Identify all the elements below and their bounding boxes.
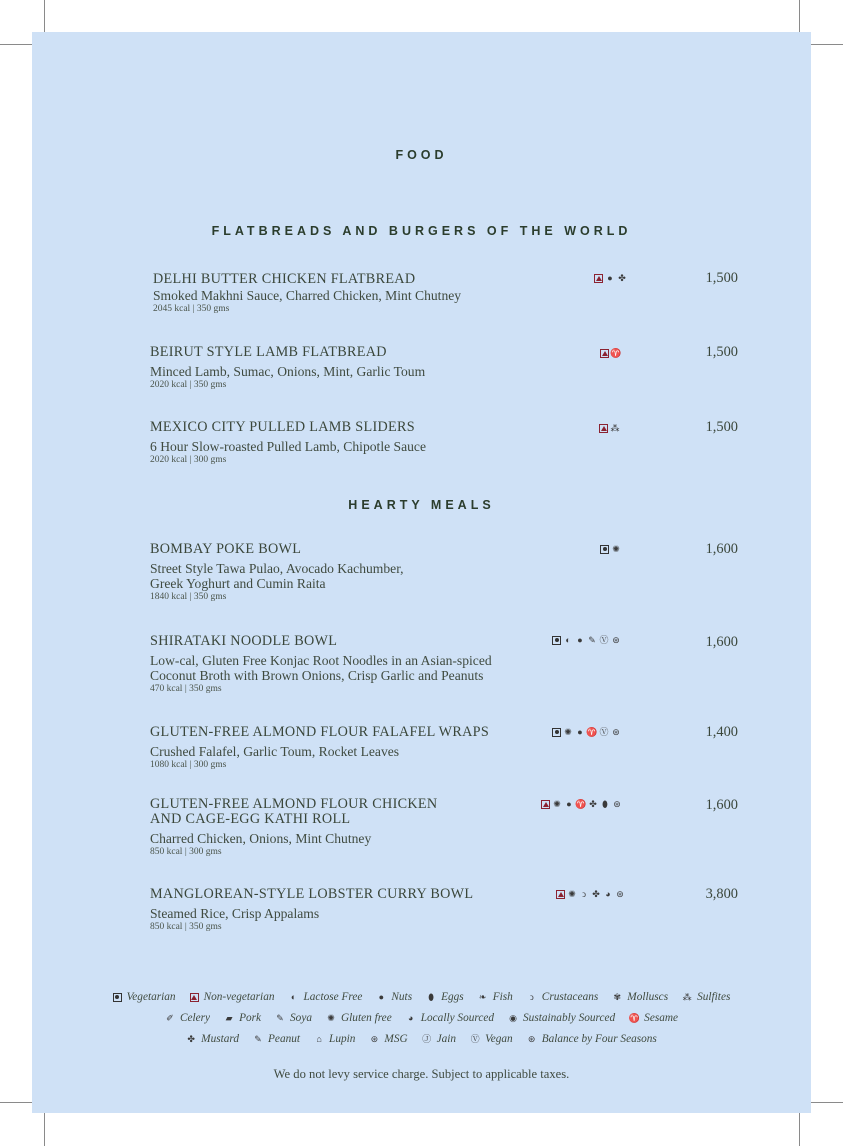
section-heading-flatbreads: FLATBREADS AND BURGERS OF THE WORLD [211,224,632,238]
veg-icon [552,636,561,645]
legend-entry [527,1033,657,1045]
item-name: DELHI BUTTER CHICKEN FLATBREAD [153,271,416,287]
lupin-icon: ⌂ [316,1034,322,1044]
mustard-icon: ✤ [592,889,600,899]
non-veg-icon [594,274,603,283]
balance-icon: ⊛ [612,727,620,737]
legend-label: Pork [239,1012,262,1024]
legend-label: Balance by Four Seasons [541,1033,657,1045]
sulfites-icon: ⁂ [610,423,620,433]
item-diet-icons [600,543,621,555]
item-description: Crushed Falafel, Garlic Toum, Rocket Leaves [150,744,400,759]
legend-entry [508,1012,615,1024]
vegan-icon: Ⓥ [599,635,609,645]
legend-entry [406,1012,494,1024]
balance-icon: ⊛ [613,799,621,809]
page-title: FOOD [395,148,448,162]
legend-entry [470,1033,513,1045]
sesame-icon: ♈ [628,1013,640,1023]
item-name: BEIRUT STYLE LAMB FLATBREAD [150,344,387,360]
gluten-free-icon: ✺ [564,727,572,737]
molluscs-icon: ✾ [613,992,622,1002]
vegan-icon: Ⓥ [599,727,609,737]
legend-entry [186,1033,239,1045]
legend-label: Sesame [644,1012,679,1024]
gluten-free-icon: ✺ [612,544,620,554]
peanut-icon: ✎ [588,635,596,645]
nuts-icon: ● [577,727,583,737]
eggs-icon: ⬮ [602,799,608,809]
item-description: Low-cal, Gluten Free Konjac Root Noodles in an Asian-spiced Coconut Broth with Brown Onions, Crisp Garlic and Peanuts [150,653,492,683]
legend-label: Mustard [201,1033,240,1045]
nuts-icon: ● [607,273,613,283]
item-diet-icons [552,726,621,738]
item-description: Steamed Rice, Crisp Appalams [150,906,320,921]
legend-entry [376,991,412,1003]
item-price: 1,500 [705,419,738,435]
legend-entry [275,1012,312,1024]
item-diet-icons [541,798,622,810]
jain-icon: Ⓙ [422,1034,432,1044]
msg-icon: ⊛ [370,1034,379,1044]
item-price: 1,600 [705,634,738,650]
fish-icon: ❧ [478,992,487,1002]
item-price: 1,500 [705,344,738,360]
item-diet-icons [556,888,625,900]
legend-entry [682,991,730,1003]
legend-entry [113,991,176,1003]
crop-mark [799,1113,800,1146]
item-diet-icons [552,634,621,646]
item-diet-icons [599,422,620,434]
item-price: 3,800 [705,886,738,902]
item-diet-icons [594,272,627,284]
item-nutrition: 850 kcal | 350 gms [150,922,222,932]
item-price: 1,400 [705,724,738,740]
legend-entry [289,991,363,1003]
legend-row-1 [0,991,843,1003]
locally-sourced-icon: ◕ [408,1013,414,1023]
legend-entry [190,991,275,1003]
legend-entry [165,1012,210,1024]
eggs-icon: ⬮ [428,992,434,1002]
veg-icon [600,545,609,554]
item-name: BOMBAY POKE BOWL [150,541,302,557]
service-charge-note: We do not levy service charge. Subject to applicable taxes. [273,1067,570,1081]
crop-mark [0,1102,32,1103]
legend-entry [426,991,464,1003]
legend-entry [253,1033,300,1045]
legend-label: Lupin [329,1033,356,1045]
veg-icon [113,993,122,1002]
item-price: 1,600 [705,797,738,813]
non-veg-icon [599,424,608,433]
item-description: Smoked Makhni Sauce, Charred Chicken, Mint Chutney [153,288,462,303]
item-nutrition: 470 kcal | 350 gms [150,684,222,694]
peanut-icon: ✎ [254,1034,262,1044]
menu-panel [32,32,811,1113]
item-name: GLUTEN-FREE ALMOND FLOUR FALAFEL WRAPS [150,724,490,740]
crop-mark [0,44,32,45]
legend-entry [369,1033,407,1045]
nuts-icon: ● [577,635,583,645]
crop-mark [44,1113,45,1146]
legend-entry [629,1012,678,1024]
locally-sourced-icon: ◕ [605,889,611,899]
sesame-icon: ♈ [575,799,587,809]
legend-label: Vegan [485,1033,513,1045]
sesame-icon: ♈ [586,727,598,737]
crustaceans-icon: ↄ [582,889,586,899]
legend-label: Jain [436,1033,457,1045]
item-nutrition: 850 kcal | 300 gms [150,847,222,857]
legend-entry [527,991,599,1003]
non-veg-icon [190,993,199,1002]
legend-entry [224,1012,261,1024]
legend-label: Gluten free [341,1012,392,1024]
item-nutrition: 2020 kcal | 350 gms [150,380,227,390]
non-veg-icon [556,890,565,899]
item-description: Charred Chicken, Onions, Mint Chutney [150,831,372,846]
item-name: GLUTEN-FREE ALMOND FLOUR CHICKEN AND CAGE-EGG KATHI ROLL [150,796,438,827]
crop-mark [811,1102,843,1103]
legend-label: Celery [179,1012,211,1024]
item-name: SHIRATAKI NOODLE BOWL [150,633,338,649]
mustard-icon: ✤ [589,799,597,809]
item-nutrition: 2020 kcal | 300 gms [150,455,227,465]
gluten-free-icon: ✺ [327,1013,335,1023]
vegan-icon: Ⓥ [470,1034,480,1044]
gluten-free-icon: ✺ [568,889,576,899]
mustard-icon: ✤ [187,1034,195,1044]
item-nutrition: 1840 kcal | 350 gms [150,592,227,602]
item-nutrition: 1080 kcal | 300 gms [150,760,227,770]
crop-mark [811,44,843,45]
legend-label: Vegetarian [126,991,176,1003]
legend-row-3 [0,1033,843,1045]
legend-row-2 [0,1012,843,1024]
legend-label: Sulfites [697,991,731,1003]
legend-label: Crustaceans [541,991,599,1003]
sustainably-sourced-icon: ◉ [509,1013,517,1023]
crop-mark [799,0,800,32]
sulfites-icon: ⁂ [682,992,692,1002]
legend-label: Sustainably Sourced [523,1012,616,1024]
nuts-icon: ● [378,992,385,1002]
balance-icon: ⊛ [616,889,624,899]
legend-entry [422,1033,456,1045]
item-price: 1,600 [705,541,738,557]
legend-entry [314,1033,355,1045]
item-description: Street Style Tawa Pulao, Avocado Kachumber, Greek Yoghurt and Cumin Raita [150,561,404,591]
item-name: MEXICO CITY PULLED LAMB SLIDERS [150,419,415,435]
veg-icon [552,728,561,737]
nuts-icon: ● [566,799,572,809]
celery-icon: ✐ [166,1013,174,1023]
item-price: 1,500 [705,270,738,286]
legend-label: MSG [384,1033,408,1045]
sesame-icon: ♈ [610,348,622,358]
crustaceans-icon: ↄ [529,992,534,1002]
item-description: 6 Hour Slow-roasted Pulled Lamb, Chipotle Sauce [150,439,426,454]
legend-label: Soya [290,1012,312,1024]
legend-label: Molluscs [627,991,669,1003]
gluten-free-icon: ✺ [553,799,561,809]
legend-label: Non-vegetarian [203,991,275,1003]
legend-label: Eggs [441,991,464,1003]
item-description: Minced Lamb, Sumac, Onions, Mint, Garlic Toum [150,364,426,379]
lactose-free-icon: ◐ [290,992,297,1002]
legend-entry [478,991,513,1003]
legend-label: Locally Sourced [420,1012,495,1024]
mustard-icon: ✤ [618,273,626,283]
non-veg-icon [541,800,550,809]
legend-label: Lactose Free [303,991,363,1003]
pork-icon: ▰ [225,1013,233,1023]
legend-entry [612,991,668,1003]
soya-icon: ✎ [276,1013,284,1023]
item-nutrition: 2045 kcal | 350 gms [153,304,230,314]
balance-icon: ⊛ [527,1034,536,1044]
legend-entry [326,1012,392,1024]
crop-mark [44,0,45,32]
legend-label: Fish [492,991,513,1003]
section-heading-hearty-meals: HEARTY MEALS [348,498,495,512]
item-diet-icons [600,347,621,359]
lactose-free-icon: ◐ [565,635,571,645]
item-name: MANGLOREAN-STYLE LOBSTER CURRY BOWL [150,886,474,902]
legend-label: Nuts [391,991,413,1003]
legend-label: Peanut [268,1033,301,1045]
balance-icon: ⊛ [612,635,620,645]
non-veg-icon [600,349,609,358]
